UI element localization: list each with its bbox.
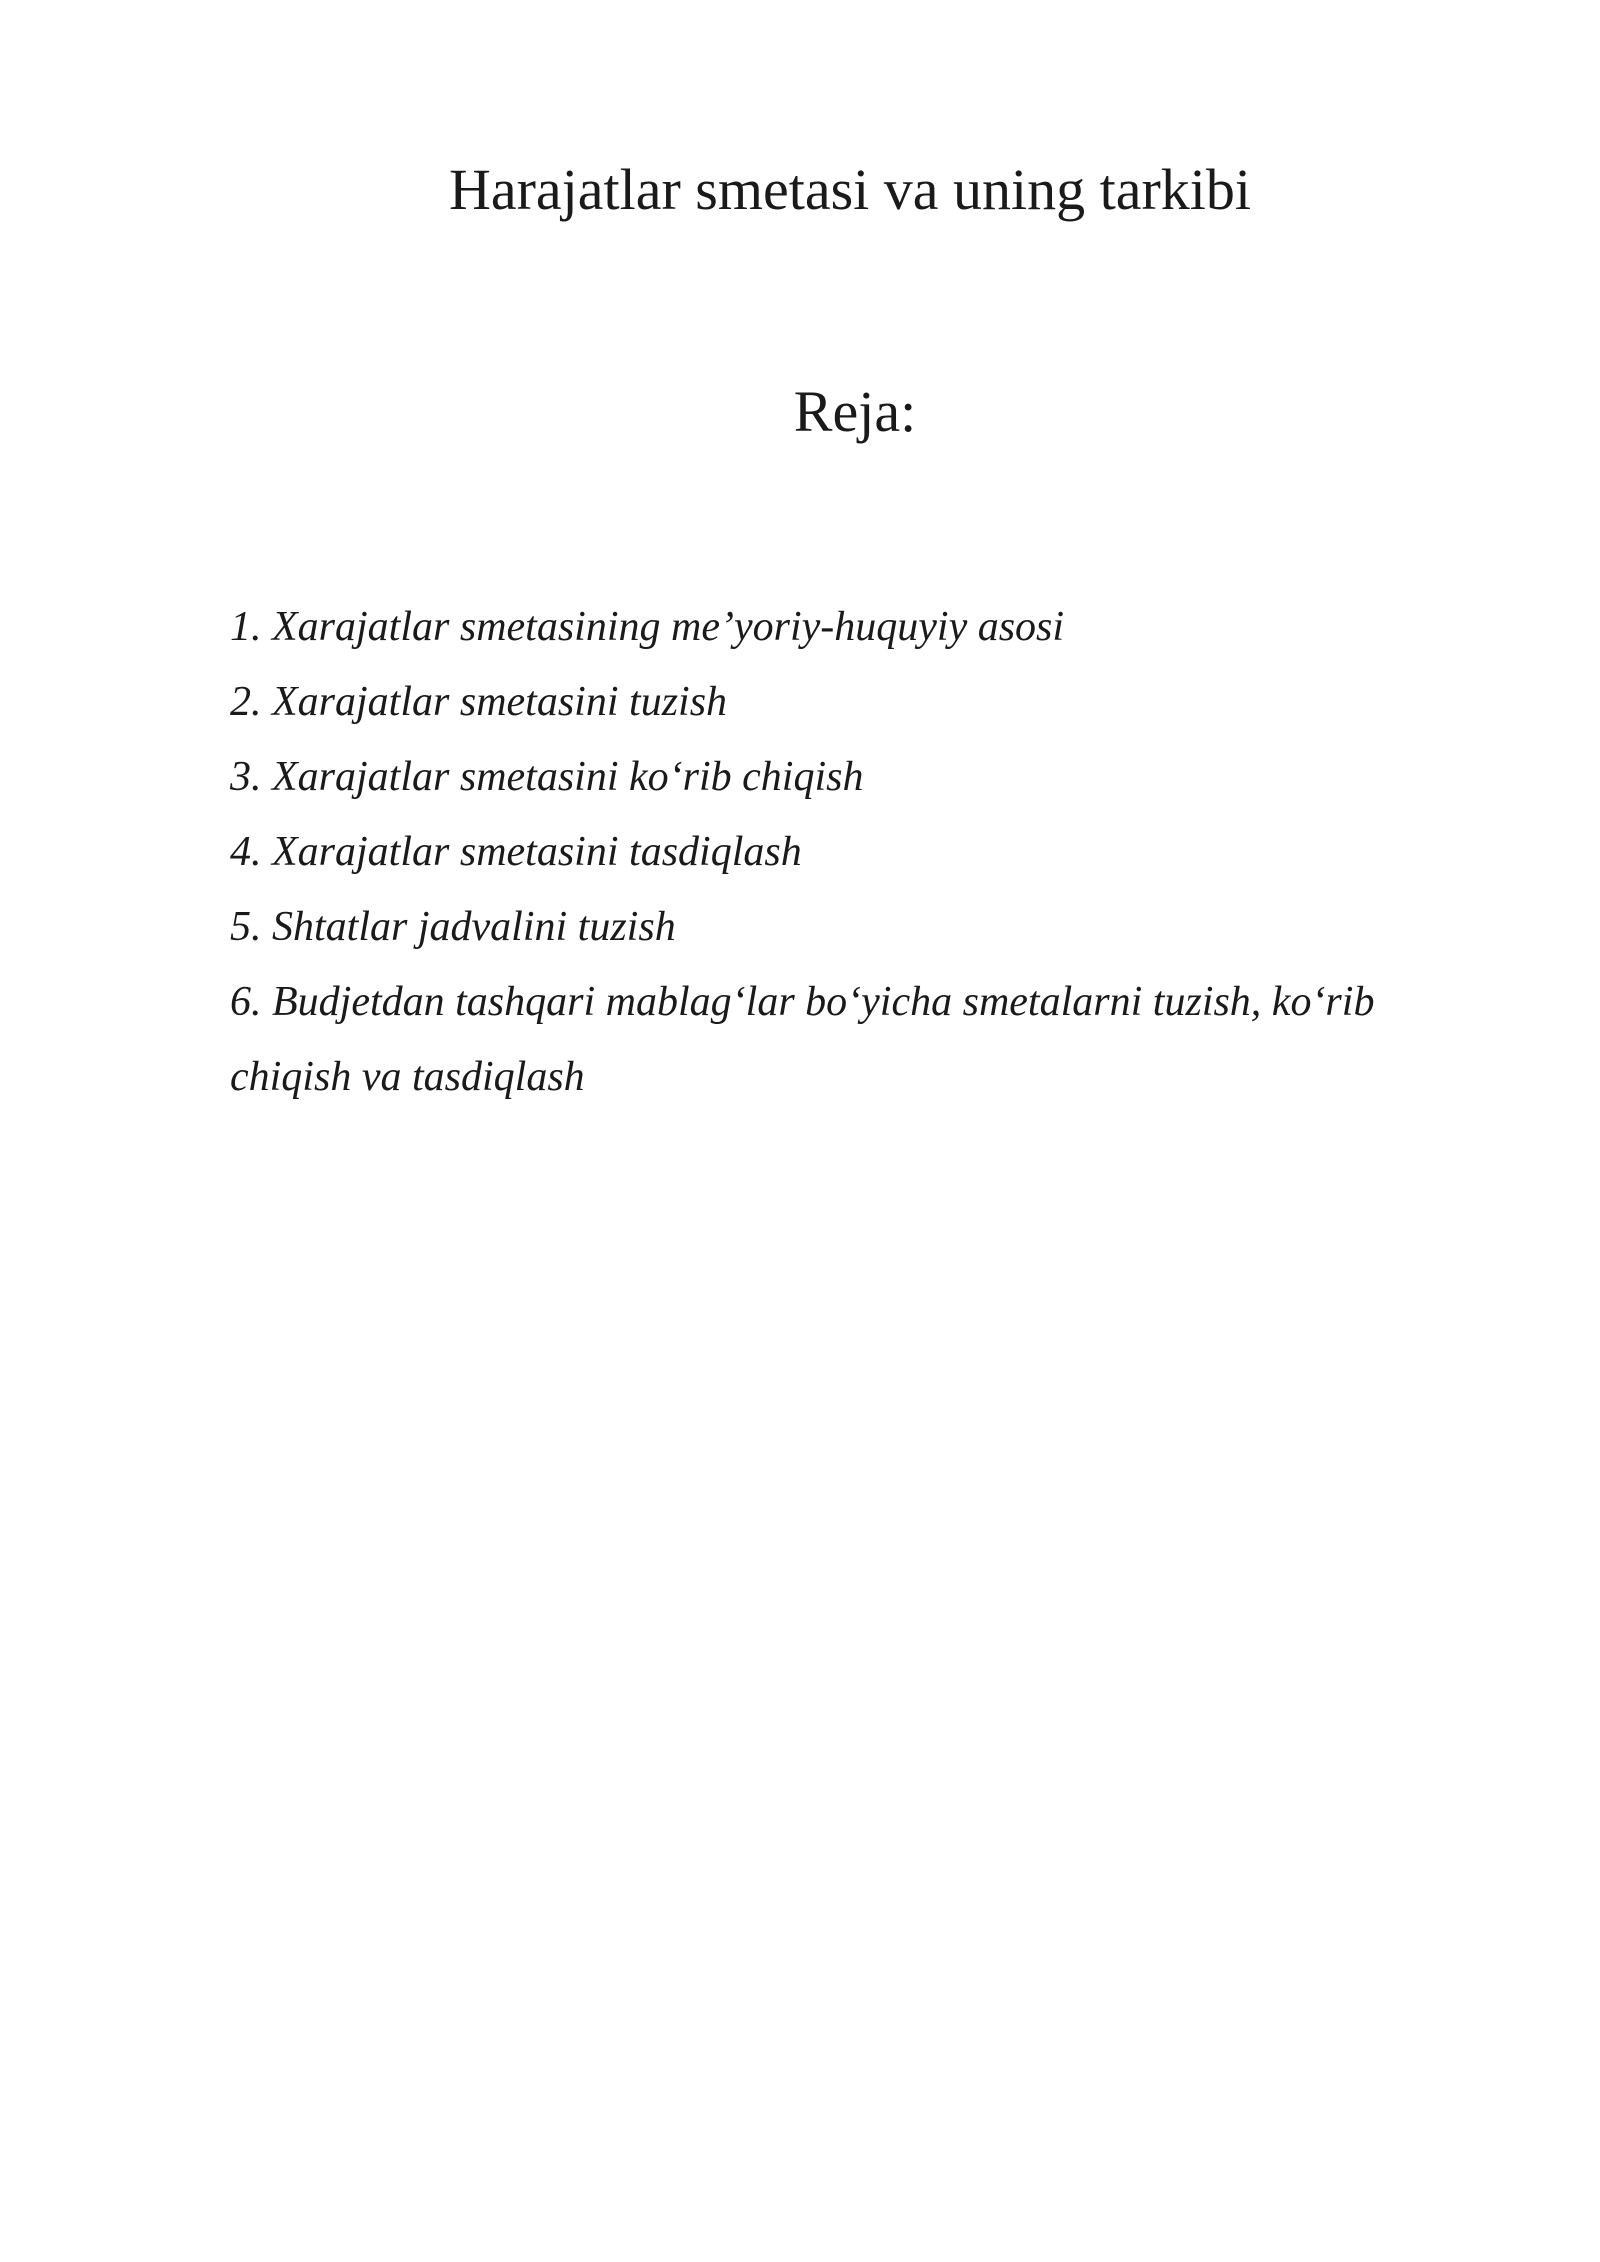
plan-item: 4. Xarajatlar smetasini tasdiqlash	[230, 829, 802, 875]
document-title: Harajatlar smetasi va uning tarkibi	[448, 157, 1252, 222]
plan-heading: Reja:	[793, 379, 917, 444]
plan-item: 2. Xarajatlar smetasini tuzish	[230, 679, 728, 725]
plan-item: 6. Budjetdan tashqari mablag‘lar bo‘yicha smetalarni tuzish, ko‘rib chiqish va tasdiqlash	[230, 979, 1375, 1100]
plan-list	[230, 590, 1430, 1115]
plan-item: 1. Xarajatlar smetasining me’yoriy-huquyiy asosi	[230, 604, 1065, 650]
plan-item: 3. Xarajatlar smetasini ko‘rib chiqish	[230, 754, 864, 800]
plan-item: 5. Shtatlar jadvalini tuzish	[230, 904, 676, 950]
